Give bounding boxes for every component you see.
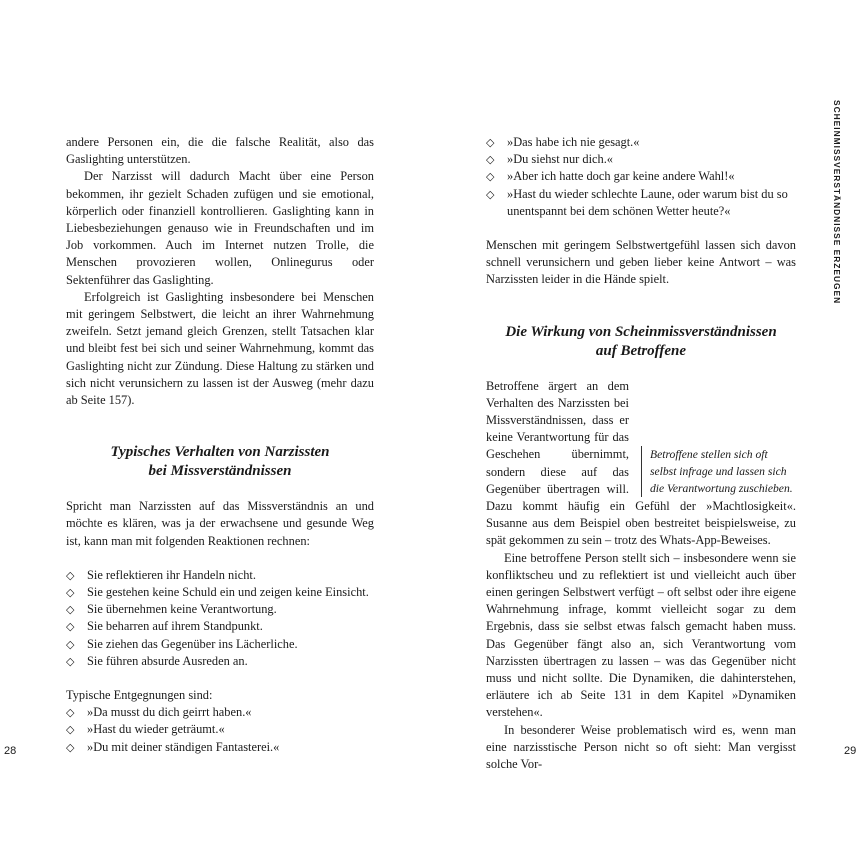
section-heading [66, 443, 374, 481]
diamond-outline-icon: ◇ [486, 187, 495, 201]
list-item: ◇ »Aber ich hatte doch gar keine andere Wahl!« [486, 168, 796, 185]
diamond-outline-icon: ◇ [486, 136, 495, 149]
diamond-outline-icon: ◇ [66, 654, 75, 668]
diamond-outline-icon: ◇ [486, 153, 495, 167]
page-number: 28 [4, 745, 17, 757]
diamond-outline-icon: ◇ [66, 706, 75, 720]
paragraph: Eine betroffene Person stellt sich – insbesondere wenn sie konfliktscheu und zu reflektiert ist und vielleicht auch über einen geringen Selbstwert verfügt – oft selbst oder ihre eigene Wahrnehmung infrage, kommt vielleicht sogar zu dem Ergebnis, dass sie selbst etwas falsch gemacht haben muss. Das Gegenüber fängt also an, sich Verantwortung vom Narzissten übertragen zu lassen – was das Gegenüber nicht muss und nicht sollte. Die Dynamiken, die dahinterstehen, erläutere ich ab Seite 131 in dem Kapitel »Dynamiken verstehen«. [486, 550, 796, 720]
diamond-outline-icon: ◇ [486, 170, 495, 184]
list-item: ◇ »Hast du wieder schlechte Laune, oder warum bist du so unentspannt bei dem schönen Wetter heute?« [486, 186, 788, 218]
section-heading [486, 323, 796, 361]
diamond-outline-icon: ◇ [66, 740, 75, 754]
diamond-outline-icon: ◇ [66, 568, 75, 582]
reaction-list [66, 567, 374, 670]
pull-quote: Betroffene stellen sich oft selbst infrage und lassen sich die Verantwortung zuschieben. [641, 446, 796, 498]
paragraph: Betroffene stellen sich oft selbst infrage und lassen sich die Verantwortung zuschieben. Betroffene ärgert an dem Verhalten des Narzissten bei Missverständnissen, dass er keine Verantwortung für das Geschehen übernimmt, sondern diese auf das Gegenüber übertragen will. Dazu kommt häufig ein Gefühl der »Machtlosigkeit«. Susanne aus dem Beispiel oben bestreitet beispielsweise, zu spät gekommen zu sein – trotz des Whats-App-Beweises. [486, 378, 796, 548]
paragraph: Spricht man Narzissten auf das Missverständnis an und möchte es klären, was ja der erwachsene und gesunde Weg ist, kann man mit folgenden Reaktionen rechnen: [66, 499, 374, 548]
replies-list [66, 704, 374, 756]
diamond-outline-icon: ◇ [66, 723, 75, 737]
right-page [430, 0, 860, 860]
replies-list-continued [486, 134, 796, 220]
heading-line: auf Betroffene [595, 342, 687, 359]
page-number: 29 [844, 745, 857, 757]
list-item: ◇ »Da musst du dich geirrt haben.« [66, 704, 374, 721]
diamond-outline-icon: ◇ [66, 586, 75, 600]
list-item: ◇ Sie reflektieren ihr Handeln nicht. [66, 567, 374, 584]
list-item: ◇ »Du mit deiner ständigen Fantasterei.« [66, 739, 374, 756]
diamond-outline-icon: ◇ [66, 603, 75, 617]
replies-label: Typische Entgegnungen sind: [66, 688, 213, 703]
running-head: SCHEINMISSVERSTÄNDNISSE ERZEUGEN [832, 100, 842, 305]
list-item: ◇ Sie gestehen keine Schuld ein und zeigen keine Einsicht. [66, 584, 374, 601]
diamond-outline-icon: ◇ [66, 637, 75, 651]
paragraph: Menschen mit geringem Selbstwertgefühl lassen sich davon schnell verunsichern und geben lieber keine Antwort – was Narzissten leider in die Hände spielt. [486, 238, 796, 287]
list-item: ◇ Sie beharren auf ihrem Standpunkt. [66, 618, 374, 635]
list-item: ◇ Sie übernehmen keine Verantwortung. [66, 601, 374, 618]
right-text-column [486, 134, 796, 773]
paragraph: Der Narzisst will dadurch Macht über eine Person bekommen, ihr gezielt Schaden zufügen und sie emotional, körperlich oder finanziell kontrollieren. Gaslighting kann in Liebesbeziehungen genauso wie in Freundschaften und im Job vorkommen. Auch im Internet nutzen Trolle, die Menschen provozieren wollen, Onlinegurus oder Sektenführer das Gaslighting. [66, 169, 374, 287]
diamond-outline-icon: ◇ [66, 620, 75, 634]
list-item: ◇ Sie ziehen das Gegenüber ins Lächerliche. [66, 636, 374, 653]
list-item: ◇ »Das habe ich nie gesagt.« [486, 134, 796, 151]
list-item: ◇ Sie führen absurde Ausreden an. [66, 653, 374, 670]
heading-line: Die Wirkung von Scheinmissverständnissen [505, 323, 777, 340]
left-text-column [66, 134, 374, 756]
paragraph: andere Personen ein, die die falsche Realität, also das Gaslighting unterstützen. [66, 135, 374, 167]
heading-line: bei Missverständnissen [148, 463, 292, 480]
list-item: ◇ »Hast du wieder geträumt.« [66, 721, 374, 738]
paragraph: In besonderer Weise problematisch wird es, wenn man eine narzisstische Person nicht so oft sieht: Man vergisst solche Vor- [486, 722, 796, 772]
heading-line: Typisches Verhalten von Narzissten [110, 444, 330, 461]
paragraph-with-pullquote [486, 378, 796, 774]
list-item: ◇ »Du siehst nur dich.« [486, 151, 796, 168]
paragraph: Erfolgreich ist Gaslighting insbesondere bei Menschen mit geringem Selbstwert, die leicht an ihrer Wahrnehmung zweifeln. Setzt jemand gleich Grenzen, stellt Tatsachen klar und bleibt fest bei sich und seiner Wahrnehmung, kommt das Gaslighting nicht zur Zündung. Diese Haltung zu stärken und sich nicht verunsichern zu lassen ist der Ausweg (mehr dazu ab Seite 157). [66, 289, 374, 408]
